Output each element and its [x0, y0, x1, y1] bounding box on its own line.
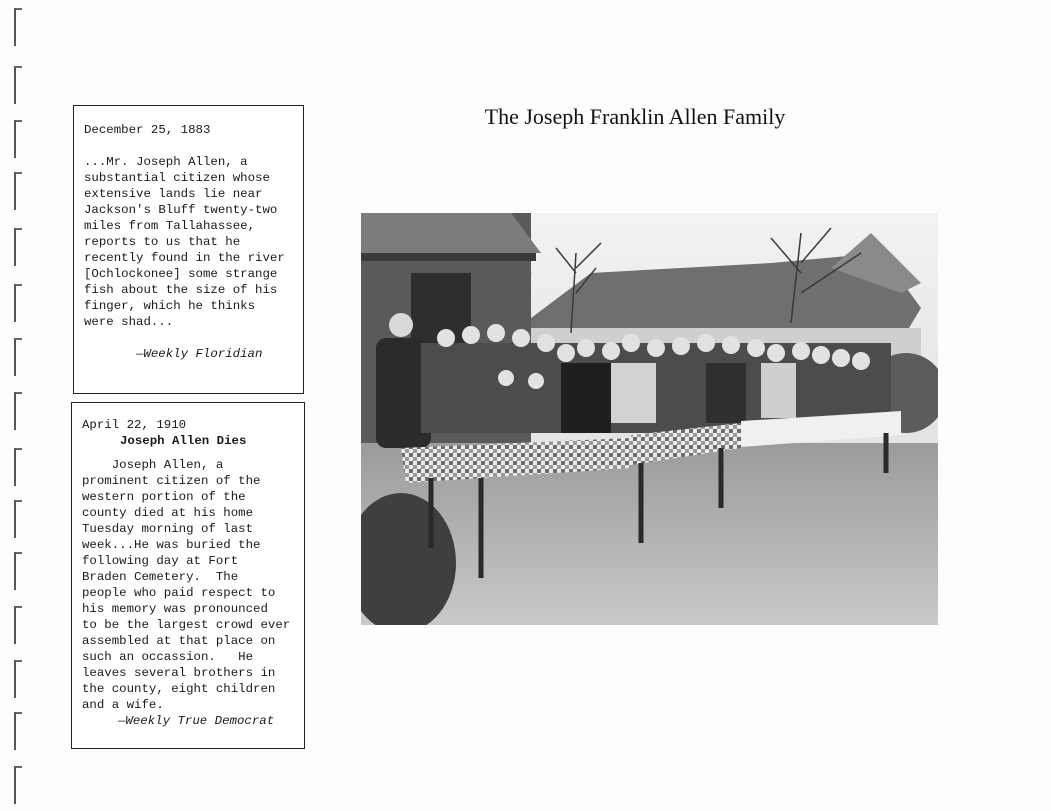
page-title: The Joseph Franklin Allen Family — [484, 104, 786, 129]
clipping-source: —Weekly Floridian — [136, 347, 263, 361]
binder-rings — [10, 0, 24, 811]
clipping-headline: Joseph Allen Dies — [120, 434, 247, 448]
newspaper-clipping-1910 — [71, 402, 305, 749]
family-group-photo — [361, 213, 938, 625]
clipping-date: April 22, 1910 — [82, 418, 187, 432]
clipping-source: —Weekly True Democrat — [118, 714, 275, 728]
photo-illustration — [361, 213, 938, 625]
newspaper-clipping-1883 — [73, 105, 304, 394]
clipping-body: ...Mr. Joseph Allen, a substantial citizen whose extensive lands lie near Jackson's Bluff twenty-two miles from Tallahassee, reports to us that he recently found in the river [Ochlockonee] some strange fish about the size of his finger, which he thinks were shad... — [84, 155, 285, 329]
clipping-body: Joseph Allen, a prominent citizen of the western portion of the county died at his home Tuesday morning of last week...He was buried the following day at Fort Braden Cemetery. The people who paid respect to his memory was pronounced to be the largest crowd ever assembled at that place on such an occassion. He leaves several brothers in the county, eight children and a wife. — [82, 458, 291, 712]
clipping-date: December 25, 1883 — [84, 123, 211, 137]
